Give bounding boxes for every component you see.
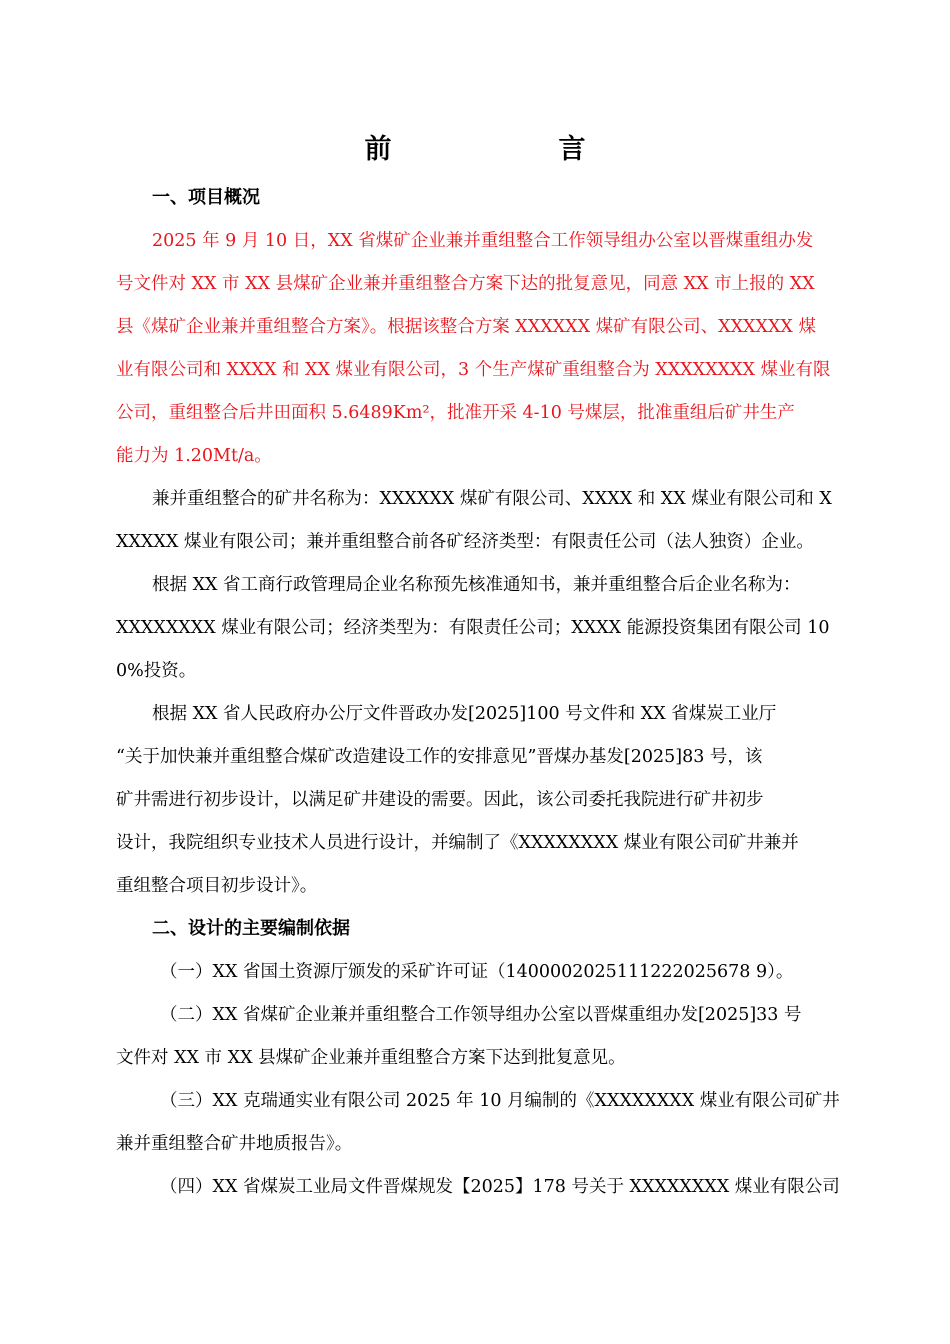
- overview-para1-line6: 能力为 1.20Mt/a。: [116, 446, 272, 466]
- section-heading-basis: 二、设计的主要编制依据: [152, 918, 350, 939]
- overview-para1-line1: 2025 年 9 月 10 日，XX 省煤矿企业兼并重组整合工作领导组办公室以晋煤重组办发: [152, 231, 814, 251]
- section-heading-overview: 一、项目概况: [152, 187, 260, 208]
- overview-para3-line2: XXXXXXXX 煤业有限公司；经济类型为：有限责任公司；XXXX 能源投资集团有限公司 10: [116, 618, 830, 638]
- basis-item3-line2: 兼并重组整合矿井地质报告》。: [116, 1134, 353, 1154]
- overview-para4-line3: 矿井需进行初步设计，以满足矿井建设的需要。因此，该公司委托我院进行矿井初步: [116, 790, 764, 810]
- overview-para3-line1: 根据 XX 省工商行政管理局企业名称预先核准通知书，兼并重组整合后企业名称为：: [152, 575, 801, 595]
- overview-para4-line2: “关于加快兼并重组整合煤矿改造建设工作的安排意见”晋煤办基发[2025]83 号，该: [116, 747, 763, 767]
- basis-item1-line1: （一）XX 省国土资源厅颁发的采矿许可证（1400002025111222025678 9）。: [160, 962, 794, 982]
- overview-para2-line2: XXXXX 煤业有限公司；兼并重组整合前各矿经济类型：有限责任公司（法人独资）企业。: [116, 532, 814, 552]
- overview-para2-line1: 兼并重组整合的矿井名称为：XXXXXX 煤矿有限公司、XXXX 和 XX 煤业有限公司和 X: [152, 489, 832, 509]
- overview-para4-line5: 重组整合项目初步设计》。: [116, 876, 318, 896]
- overview-para3-line3: 0%投资。: [116, 661, 197, 681]
- overview-para1-line5: 公司，重组整合后井田面积 5.6489Km²，批准开采 4-10 号煤层，批准重组后矿井生产: [116, 403, 795, 423]
- basis-item2-line2: 文件对 XX 市 XX 县煤矿企业兼并重组整合方案下达到批复意见。: [116, 1048, 626, 1068]
- overview-para1-line2: 号文件对 XX 市 XX 县煤矿企业兼并重组整合方案下达的批复意见，同意 XX 市上报的 XX: [116, 274, 815, 294]
- basis-item4-line1: （四）XX 省煤炭工业局文件晋煤规发【2025】178 号关于 XXXXXXXX 煤业有限公司: [160, 1177, 840, 1197]
- overview-para1-line4: 业有限公司和 XXXX 和 XX 煤业有限公司，3 个生产煤矿重组整合为 XXXXXXXX 煤业有限: [116, 360, 831, 380]
- overview-para1-line3: 县《煤矿企业兼并重组整合方案》。根据该整合方案 XXXXXX 煤矿有限公司、XXXXXX 煤: [116, 317, 816, 337]
- basis-item2-line1: （二）XX 省煤矿企业兼并重组整合工作领导组办公室以晋煤重组办发[2025]33 号: [160, 1005, 802, 1025]
- page-title: 前 言: [364, 134, 656, 165]
- overview-para4-line1: 根据 XX 省人民政府办公厅文件晋政办发[2025]100 号文件和 XX 省煤炭工业厅: [152, 704, 777, 724]
- basis-item3-line1: （三）XX 克瑞通实业有限公司 2025 年 10 月编制的《XXXXXXXX 煤业有限公司矿井: [160, 1091, 840, 1111]
- overview-para4-line4: 设计，我院组织专业技术人员进行设计，并编制了《XXXXXXXX 煤业有限公司矿井兼并: [116, 833, 799, 853]
